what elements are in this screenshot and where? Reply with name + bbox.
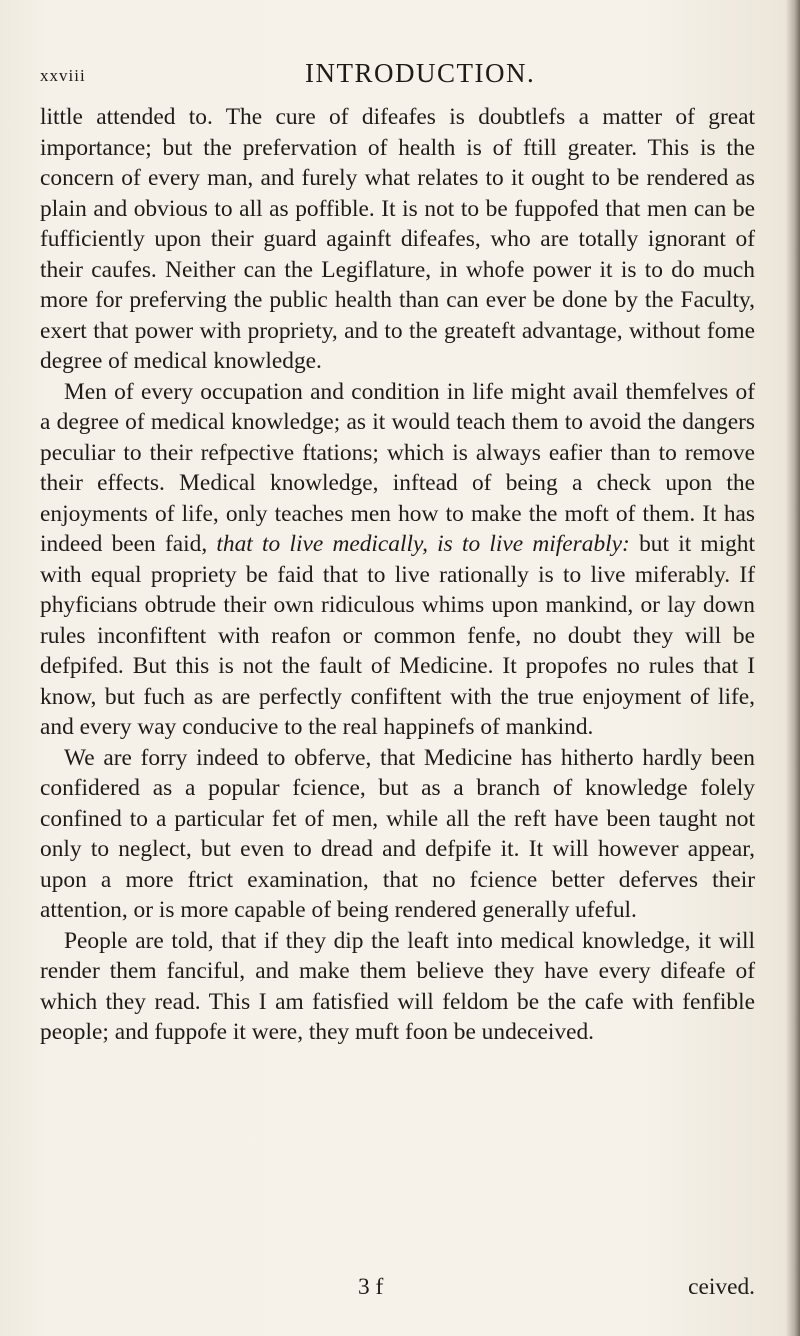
text-run: People are told, that if they dip the leaft into medical knowledge, it will render them fanciful, and make them believe they have every difeafe of which they read. This I am fatisfied will feldom be the cafe with fenfible people; and fuppofe it were, they muft foon be undeceived. <box>40 927 755 1045</box>
text-run: little attended to. The cure of difeafes is doubtlefs a matter of great importance; but the prefervation of health is of ftill greater. This is the concern of every man, and furely what relates to it ought to be rendered as plain and obvious to all as poffible. It is not to be fuppofed that men can be fufficiently upon their guard againft difeafes, who are totally ignorant of their caufes. Neither can the Legiflature, in whofe power it is to do much more for preferving the public health than can ever be done by the Faculty, exert that power with propriety, and to the greateft advantage, without fome degree of medical knowledge. <box>40 104 755 374</box>
page-edge-shadow <box>786 0 800 1336</box>
page-header <box>40 58 755 92</box>
running-head: INTRODUCTION. <box>305 58 536 88</box>
text-run: We are forry indeed to obferve, that Medicine has hitherto hardly been confidered as a popular fcience, but as a branch of knowledge folely confined to a particular fet of men, while all the reft have been taught not only to neglect, but even to dread and defpife it. It will however appear, upon a more ftrict examination, that no fcience better deferves their attention, or is more capable of being rendered generally ufeful. <box>40 744 755 923</box>
signature-mark: 3 f <box>358 1274 384 1300</box>
page-footer <box>40 1274 755 1310</box>
paragraph <box>40 743 755 926</box>
paragraph <box>40 102 755 377</box>
body-text <box>40 102 755 1048</box>
paragraph <box>40 377 755 743</box>
italic-run: that to live medically, is to live miferably: <box>216 531 630 557</box>
text-run: Men of every occupation and condition in life might avail themfelves of a degree of medical knowledge; as it would teach them to avoid the dangers peculiar to their refpective ftations; which is always eafier than to remove their effects. Medical knowledge, inftead of being a check upon the enjoyments of life, only teaches men how to make the moft of them. It has indeed been faid, <box>40 378 755 557</box>
catchword: ceived. <box>688 1274 755 1300</box>
paragraph <box>40 926 755 1048</box>
page-number: xxviii <box>40 66 86 85</box>
text-run: but it might with equal propriety be faid that to live rationally is to live miferably. If phyficians obtrude their own ridiculous whims upon mankind, or lay down rules inconfiftent with reafon or common fenfe, no doubt they will be defpifed. But this is not the fault of Medicine. It propofes no rules that I know, but fuch as are perfectly confiftent with the true enjoyment of life, and every way conducive to the real happinefs of mankind. <box>40 531 756 740</box>
